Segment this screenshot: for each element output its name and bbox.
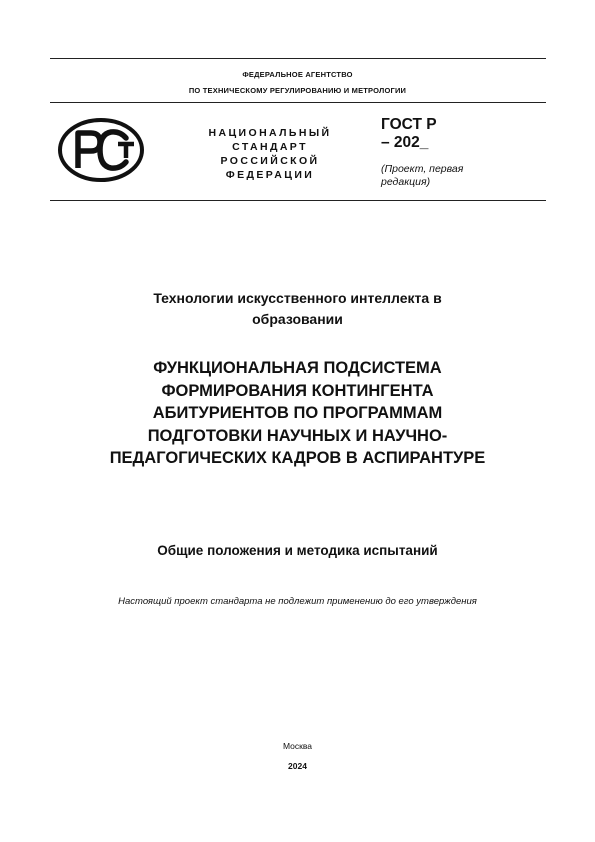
agency-line-1: ФЕДЕРАЛЬНОЕ АГЕНТСТВО: [242, 70, 353, 79]
rst-gost-emblem-icon: [58, 118, 144, 182]
main-title-line-3: АБИТУРИЕНТОВ ПО ПРОГРАММАМ: [152, 404, 443, 422]
national-line-1: НАЦИОНАЛЬНЫЙ: [208, 127, 332, 139]
middle-rule: [50, 102, 546, 103]
top-rule: [50, 58, 546, 59]
publication-year: 2024: [288, 761, 307, 771]
national-line-2: СТАНДАРТ: [232, 141, 308, 153]
subject-title: [60, 288, 535, 330]
standard-code-line-2: – 202_: [381, 134, 429, 151]
subject-line-2: образовании: [252, 311, 343, 327]
agency-line-2: ПО ТЕХНИЧЕСКОМУ РЕГУЛИРОВАНИЮ И МЕТРОЛОГИИ: [188, 86, 407, 95]
main-title-line-2: ФОРМИРОВАНИЯ КОНТИНГЕНТА: [161, 381, 434, 400]
draft-note: [381, 163, 463, 189]
national-line-4: ФЕДЕРАЦИИ: [225, 169, 315, 181]
subject-line-1: Технологии искусственного интеллекта в: [153, 290, 442, 306]
standard-code: [381, 116, 437, 152]
draft-note-line-1: (Проект, первая: [381, 163, 464, 175]
main-title: [40, 357, 555, 470]
draft-notice: Настоящий проект стандарта не подлежит применению до его утверждения: [118, 596, 477, 607]
publication-city: Москва: [282, 741, 313, 751]
main-title-line-5: ПЕДАГОГИЧЕСКИХ КАДРОВ В АСПИРАНТУРЕ: [109, 449, 486, 467]
main-title-line-1: ФУНКЦИОНАЛЬНАЯ ПОДСИСТЕМА: [153, 359, 442, 377]
national-line-3: РОССИЙСКОЙ: [220, 155, 320, 167]
bottom-rule: [50, 200, 546, 201]
standard-code-line-1: ГОСТ Р: [381, 116, 437, 133]
part-title: Общие положения и методика испытаний: [157, 543, 438, 558]
main-title-line-4: ПОДГОТОВКИ НАУЧНЫХ И НАУЧНО-: [147, 426, 448, 445]
draft-note-line-2: редакция): [381, 176, 431, 188]
